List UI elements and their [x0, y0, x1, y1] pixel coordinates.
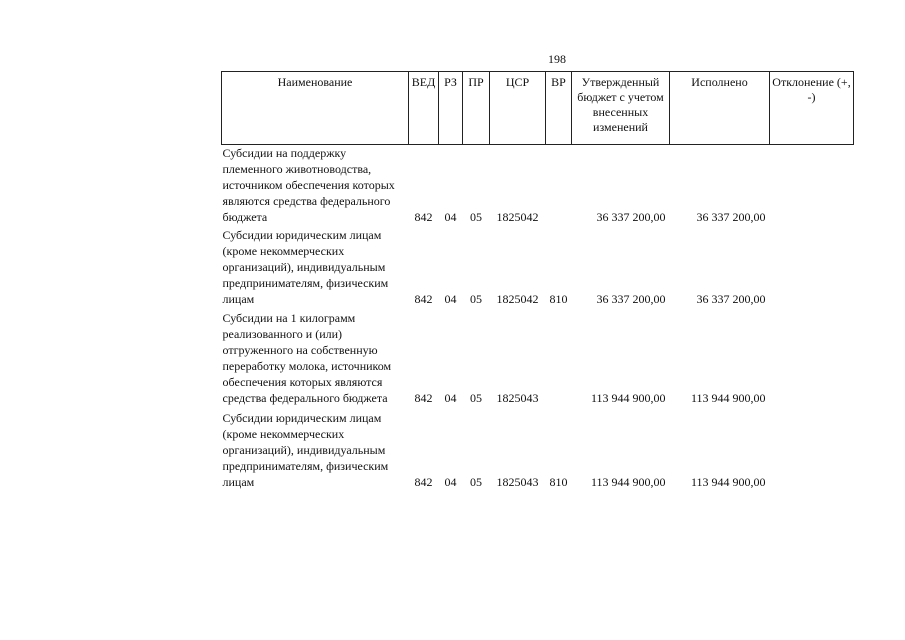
header-rz: РЗ: [439, 72, 463, 145]
row-ved: 842: [414, 292, 433, 306]
header-name: Наименование: [222, 72, 409, 145]
row-plan: 113 944 900,00: [590, 391, 666, 405]
table-header-row: [222, 72, 854, 145]
budget-table: [221, 71, 854, 492]
row-vr: 810: [549, 475, 568, 489]
row-csr: 1825042: [496, 292, 539, 306]
row-done: 36 337 200,00: [696, 210, 766, 224]
row-csr: 1825043: [496, 391, 539, 405]
row-deviation: [770, 227, 854, 309]
page-number: 198: [548, 52, 566, 66]
table-row: [222, 145, 854, 228]
header-vr: ВР: [546, 72, 572, 145]
row-deviation: [770, 309, 854, 408]
row-pr: 05: [470, 475, 482, 489]
row-vr: 810: [549, 292, 568, 306]
row-done: 113 944 900,00: [690, 391, 766, 405]
row-rz: 04: [444, 391, 457, 405]
row-plan: 36 337 200,00: [596, 292, 666, 306]
row-rz: 04: [444, 210, 457, 224]
header-ved: ВЕД: [409, 72, 439, 145]
row-done: 36 337 200,00: [696, 292, 766, 306]
row-deviation: [770, 408, 854, 492]
row-done: 113 944 900,00: [690, 475, 766, 489]
row-ved: 842: [414, 391, 433, 405]
row-csr: 1825042: [496, 210, 539, 224]
row-name: Субсидии юридическим лицам (кроме некоммерческих организаций), индивидуальным предпринимателям, физическим лицам: [222, 411, 389, 489]
row-vr: [546, 309, 572, 408]
row-plan: 113 944 900,00: [590, 475, 666, 489]
row-rz: 04: [444, 292, 457, 306]
row-csr: 1825043: [496, 475, 539, 489]
row-plan: 36 337 200,00: [596, 210, 666, 224]
row-ved: 842: [414, 210, 433, 224]
row-ved: 842: [414, 475, 433, 489]
row-rz: 04: [444, 475, 457, 489]
header-csr: ЦСР: [490, 72, 546, 145]
row-vr: [546, 145, 572, 228]
row-pr: 05: [470, 210, 482, 224]
header-done: Исполнено: [670, 72, 770, 145]
row-pr: 05: [470, 292, 482, 306]
table-row: [222, 309, 854, 408]
row-name: Субсидии на 1 килограмм реализованного и (или) отгруженного на собственную переработку молока, источником обеспечения которых являются средства федерального бюджета: [222, 311, 392, 405]
header-deviation: Отклонение (+, -): [770, 72, 854, 145]
row-pr: 05: [470, 391, 482, 405]
header-plan: Утвержденный бюджет с учетом внесенных изменений: [572, 72, 670, 145]
row-name: Субсидии на поддержку племенного животноводства, источником обеспечения которых являются средства федерального бюджета: [222, 146, 395, 224]
table-row: [222, 408, 854, 492]
row-name: Субсидии юридическим лицам (кроме некоммерческих организаций), индивидуальным предпринимателям, физическим лицам: [222, 228, 389, 306]
row-deviation: [770, 145, 854, 228]
header-pr: ПР: [463, 72, 490, 145]
table-row: [222, 227, 854, 309]
